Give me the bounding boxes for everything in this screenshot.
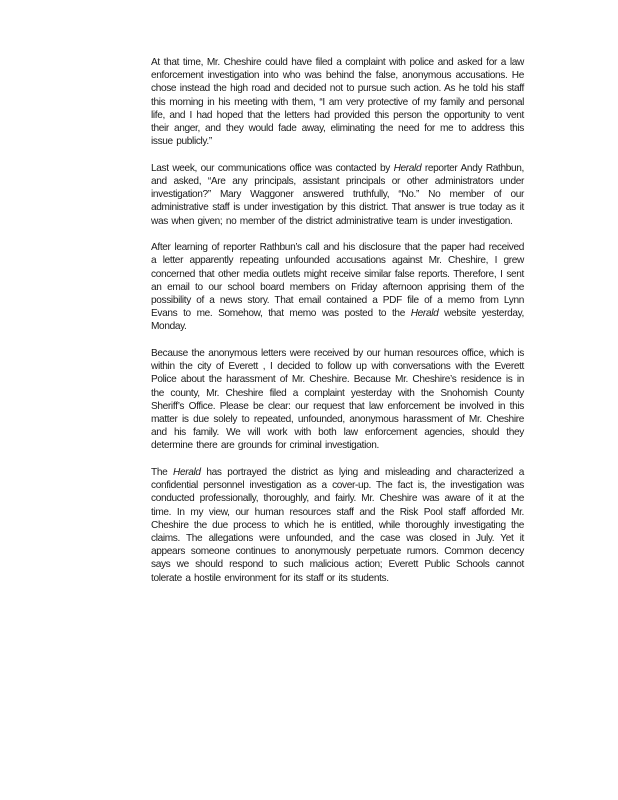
paragraph-text: After learning of reporter Rathbun’s call and his disclosure that the paper had received a letter apparently repeating unfounded accusations against Mr. Cheshire, I grew concerned that other media outlets might receive similar false reports. Therefore, I sent an email to our school board members on Friday afternoon apprising them of the possibility of a news story. That email contained a PDF file of a memo from Lynn Evans to me. Somehow, that memo was posted to the bbox=[151, 242, 524, 320]
paragraph-text: Last week, our communications office was contacted by bbox=[151, 162, 394, 174]
paragraph-text: At that time, Mr. Cheshire could have filed a complaint with police and asked for a law enforcement investigation into who was behind the false, anonymous accusations. He chose instead the high road and decided not to pursue such action. As he told his staff this morning in his meeting with them, “I am very protective of my family and personal life, and I had hoped that the letters had provided this person the opportunity to vent their anger, and they would fade away, eliminating the need for me to address this issue publicly.” bbox=[151, 57, 524, 148]
paragraph-1 bbox=[151, 56, 524, 148]
herald-name: Herald bbox=[393, 162, 422, 174]
paragraph-text: website yesterday, Monday. bbox=[151, 308, 525, 333]
paragraph-4 bbox=[151, 347, 524, 453]
herald-name: Herald bbox=[410, 308, 439, 320]
paragraph-text: has portrayed the district as lying and misleading and characterized a confidential personnel investigation as a cover-up. The fact is, the investigation was conducted professionally, thoroughly, and fairly. Mr. Cheshire was aware of it at the time. In my view, our human resources staff and the Risk Pool staff afforded Mr. Cheshire the due process to which he is entitled, while thoroughly investigating the claims. The allegations were unfounded, and the case was closed in July. Yet it appears someone continues to anonymously perpetuate rumors. Common decency says we should respond to such malicious action; Everett Public Schools cannot tolerate a hostile environment for its staff or its students. bbox=[151, 467, 524, 584]
letter-body bbox=[151, 56, 524, 598]
herald-name: Herald bbox=[173, 467, 201, 479]
paragraph-text: reporter Andy Rathbun, and asked, “Are any principals, assistant principals or other administrators under investigation?” Mary Waggoner answered truthfully, “No.” No member of our administrative staff is under investigation by this district. That answer is true today as it was when given; no member of the district administrative team is under investigation. bbox=[151, 162, 524, 227]
paragraph-2 bbox=[151, 162, 524, 228]
paragraph-3 bbox=[151, 241, 524, 333]
paragraph-text: The bbox=[151, 467, 174, 479]
paragraph-text: Because the anonymous letters were received by our human resources office, which is within the city of Everett , I decided to follow up with conversations with the Everett Police about the harassment of Mr. Cheshire. Because Mr. Cheshire’s residence is in the county, Mr. Cheshire filed a complaint yesterday with the Snohomish County Sheriff’s Office. Please be clear: our request that law enforcement be involved in this matter is due solely to repeated, unfounded, anonymous harassment of Mr. Cheshire and his family. We will work with both law enforcement agencies, should they determine there are grounds for criminal investigation. bbox=[151, 348, 524, 452]
paragraph-5 bbox=[151, 466, 524, 585]
